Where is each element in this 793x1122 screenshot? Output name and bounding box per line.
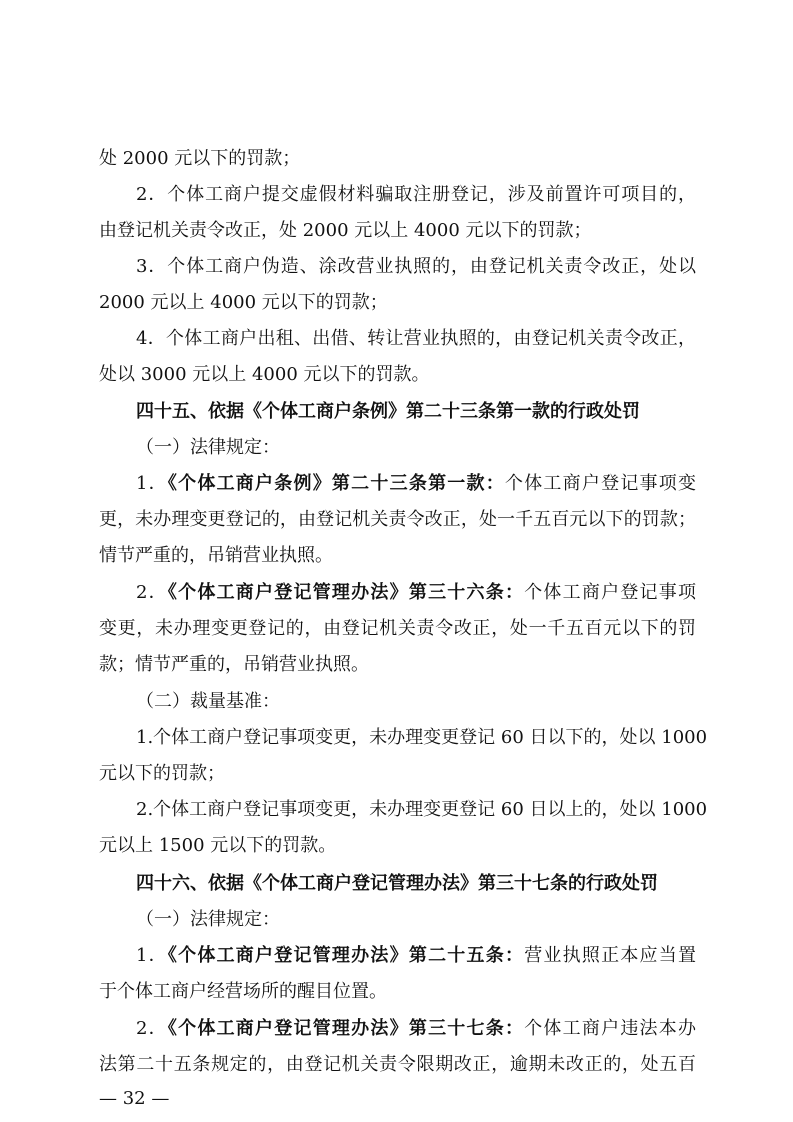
clause-title: 《个体工商户登记管理办法》第三十六条： bbox=[167, 582, 525, 603]
clause-text: 个体工商户违法本办 bbox=[524, 1018, 697, 1039]
text-line: 处 2000 元以下的罚款； bbox=[99, 148, 301, 169]
text-line: 1.个体工商户登记事项变更，未办理变更登记 60 日以下的，处以 1000 bbox=[136, 727, 708, 748]
clause-line bbox=[136, 938, 696, 974]
clause-title: 《个体工商户条例》第二十三条第一款： bbox=[167, 473, 505, 494]
clause-line bbox=[136, 466, 696, 502]
subsection-heading: （一）法律规定： bbox=[136, 437, 280, 458]
clause-title: 《个体工商户登记管理办法》第三十七条： bbox=[167, 1018, 525, 1039]
clause-number: 2． bbox=[136, 582, 168, 603]
text-line: 于个体工商户经营场所的醒目位置。 bbox=[99, 981, 387, 1002]
clause-line bbox=[136, 1011, 696, 1047]
subsection-heading: （一）法律规定： bbox=[136, 909, 280, 930]
clause-text: 个体工商户登记事项 bbox=[524, 582, 697, 603]
section-heading: 四十六、依据《个体工商户登记管理办法》第三十七条的行政处罚 bbox=[136, 873, 658, 894]
clause-line bbox=[136, 575, 696, 611]
text-line: 2.个体工商户登记事项变更，未办理变更登记 60 日以上的，处以 1000 bbox=[136, 799, 708, 820]
clause-title: 《个体工商户登记管理办法》第二十五条： bbox=[167, 945, 525, 966]
subsection-heading: （二）裁量基准： bbox=[136, 691, 280, 712]
text-line: 2000 元以上 4000 元以下的罚款； bbox=[99, 292, 388, 313]
section-heading: 四十五、依据《个体工商户条例》第二十三条第一款的行政处罚 bbox=[136, 401, 640, 422]
clause-number: 1． bbox=[136, 945, 168, 966]
text-line: 变更，未办理变更登记的，由登记机关责令改正，处一千五百元以下的罚 bbox=[99, 618, 696, 639]
text-line: 3．个体工商户伪造、涂改营业执照的，由登记机关责令改正，处以 bbox=[136, 256, 696, 277]
text-line: 更，未办理变更登记的，由登记机关责令改正，处一千五百元以下的罚款； bbox=[99, 509, 696, 530]
clause-number: 2． bbox=[136, 1018, 168, 1039]
text-line: 由登记机关责令改正，处 2000 元以上 4000 元以下的罚款； bbox=[99, 220, 592, 241]
text-line: 款；情节严重的，吊销营业执照。 bbox=[99, 654, 369, 675]
page-number: — 32 — bbox=[99, 1088, 170, 1109]
text-line: 4．个体工商户出租、出借、转让营业执照的，由登记机关责令改正， bbox=[136, 328, 696, 349]
clause-text: 营业执照正本应当置 bbox=[524, 945, 697, 966]
text-line: 法第二十五条规定的，由登记机关责令限期改正，逾期未改正的，处五百 bbox=[99, 1054, 696, 1075]
text-line: 2．个体工商户提交虚假材料骗取注册登记，涉及前置许可项目的， bbox=[136, 184, 696, 205]
text-line: 元以下的罚款； bbox=[99, 763, 225, 784]
text-line: 情节严重的，吊销营业执照。 bbox=[99, 545, 333, 566]
text-line: 处以 3000 元以上 4000 元以下的罚款。 bbox=[99, 364, 430, 385]
text-line: 元以上 1500 元以下的罚款。 bbox=[99, 835, 337, 856]
clause-text: 个体工商户登记事项变 bbox=[504, 473, 696, 494]
clause-number: 1． bbox=[136, 473, 168, 494]
